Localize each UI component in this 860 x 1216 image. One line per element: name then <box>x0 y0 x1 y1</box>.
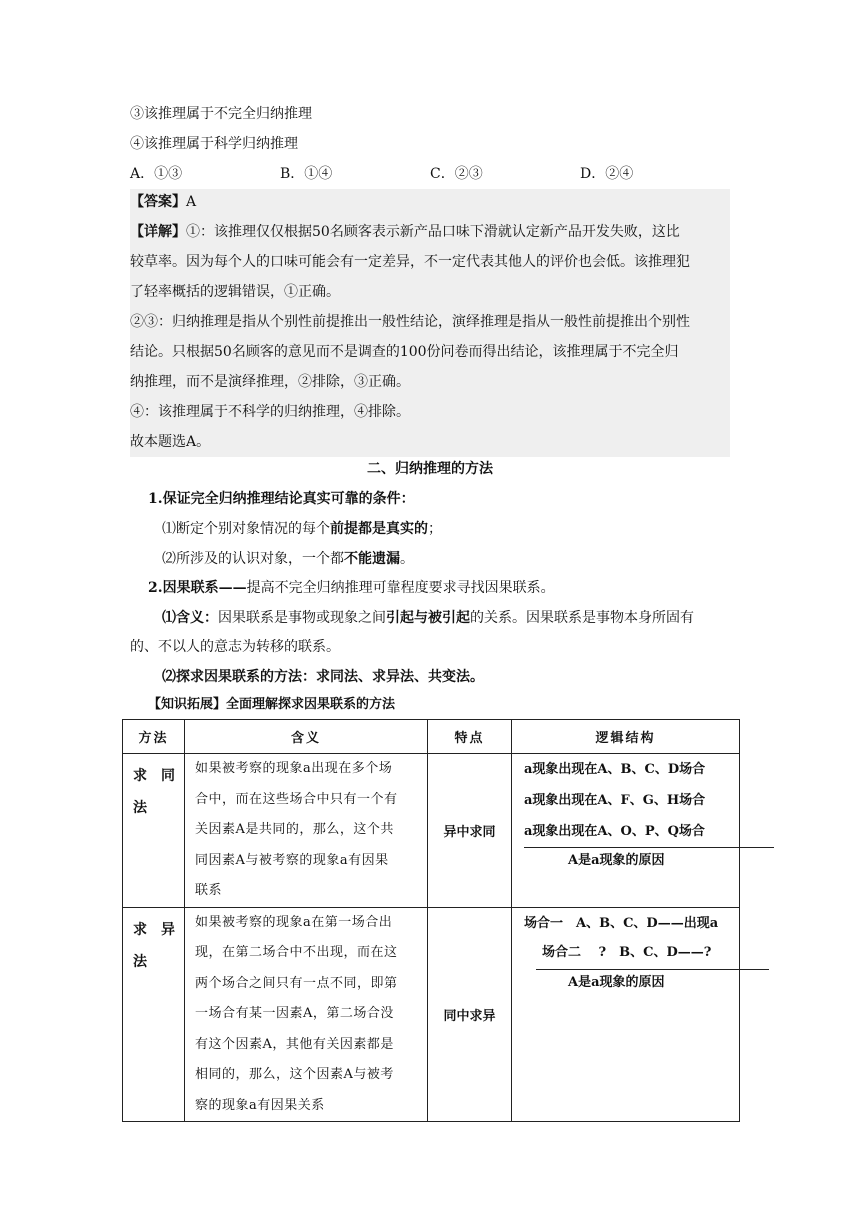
table-row <box>123 907 740 1122</box>
conclusion-rule <box>524 847 774 848</box>
answer-box <box>130 189 730 457</box>
option-d: D．②④ <box>580 166 634 182</box>
methods-table <box>122 719 740 1122</box>
detail-line-5: 结论。只根据50名顾客的意见而不是调查的100份问卷而得出结论，该推理属于不完全归 <box>130 344 679 360</box>
detail-line-8: 故本题选A。 <box>130 434 211 450</box>
conclusion-rule <box>536 969 769 970</box>
header-logic: 逻辑结构 <box>512 720 740 754</box>
item2-a: ⑴含义：因果联系是事物或现象之间引起与被引起的关系。因果联系是事物本身所固有 <box>162 610 694 626</box>
table-row <box>123 754 740 908</box>
meaning-cell: 如果被考察的现象a在第一场合出 现，在第二场合中不出现，而在这 两个场合之间只有一点不同，即第 一场合有某一因素A，第二场合没 有这个因素A，其他有关因素都是 相同的，那么，这个因素A与被考 察的现象a有因果关系 <box>185 907 428 1122</box>
item2-a-cont: 的、不以人的意志为转移的联系。 <box>130 639 340 655</box>
answer-value: A <box>186 194 197 210</box>
item1-title: 1.保证完全归纳推理结论真实可靠的条件： <box>148 491 415 507</box>
answer-label: 【答案】 <box>130 194 186 210</box>
method-cell: 求 同 法 <box>123 754 185 908</box>
item2-b: ⑵探求因果联系的方法：求同法、求异法、共变法。 <box>162 669 484 685</box>
section-heading: 二、归纳推理的方法 <box>367 461 493 477</box>
item1-b: ⑵所涉及的认识对象，一个都不能遗漏。 <box>162 551 414 567</box>
detail-line-3: 了轻率概括的逻辑错误，①正确。 <box>130 284 340 300</box>
statement-4: ④该推理属于科学归纳推理 <box>130 136 298 152</box>
extension-title: 【知识拓展】全面理解探求因果联系的方法 <box>148 697 396 712</box>
logic-cell: a现象出现在A、B、C、D场合 a现象出现在A、F、G、H场合 a现象出现在A、O、P、Q场合 A是a现象的原因 <box>512 754 740 908</box>
feature-cell: 同中求异 <box>428 907 512 1122</box>
feature-cell: 异中求同 <box>428 754 512 908</box>
detail-line-4: ②③：归纳推理是指从个别性前提推出一般性结论，演绎推理是指从一般性前提推出个别性 <box>130 314 690 330</box>
header-meaning: 含义 <box>185 720 428 754</box>
table-header-row <box>123 720 740 754</box>
answer-line <box>130 192 196 212</box>
method-cell: 求 异 法 <box>123 907 185 1122</box>
detail-line-2: 较草率。因为每个人的口味可能会有一定差异，不一定代表其他人的评价也会低。该推理犯 <box>130 254 690 270</box>
option-b: B．①④ <box>280 166 333 182</box>
option-a: A．①③ <box>130 166 183 182</box>
header-feature: 特点 <box>428 720 512 754</box>
option-c: C．②③ <box>430 166 483 182</box>
logic-cell: 场合一 A、B、C、D——出现a 场合二 ? B、C、D——? A是a现象的原因 <box>512 907 740 1122</box>
item2-title: 2.因果联系——提高不完全归纳推理可靠程度要求寻找因果联系。 <box>148 580 555 596</box>
meaning-cell: 如果被考察的现象a出现在多个场 合中，而在这些场合中只有一个有 关因素A是共同的，那么，这个共 同因素A与被考察的现象a有因果 联系 <box>185 754 428 908</box>
detail-label: 【详解】 <box>130 224 186 240</box>
item1-a: ⑴断定个别对象情况的每个前提都是真实的； <box>162 521 442 537</box>
detail-line-7: ④：该推理属于不科学的归纳推理，④排除。 <box>130 404 410 420</box>
detail-line-6: 纳推理，而不是演绎推理，②排除，③正确。 <box>130 374 410 390</box>
statement-3: ③该推理属于不完全归纳推理 <box>130 106 312 122</box>
header-method: 方法 <box>123 720 185 754</box>
detail-line-1: 【详解】①：该推理仅仅根据50名顾客表示新产品口味下滑就认定新产品开发失败，这比 <box>130 224 680 240</box>
